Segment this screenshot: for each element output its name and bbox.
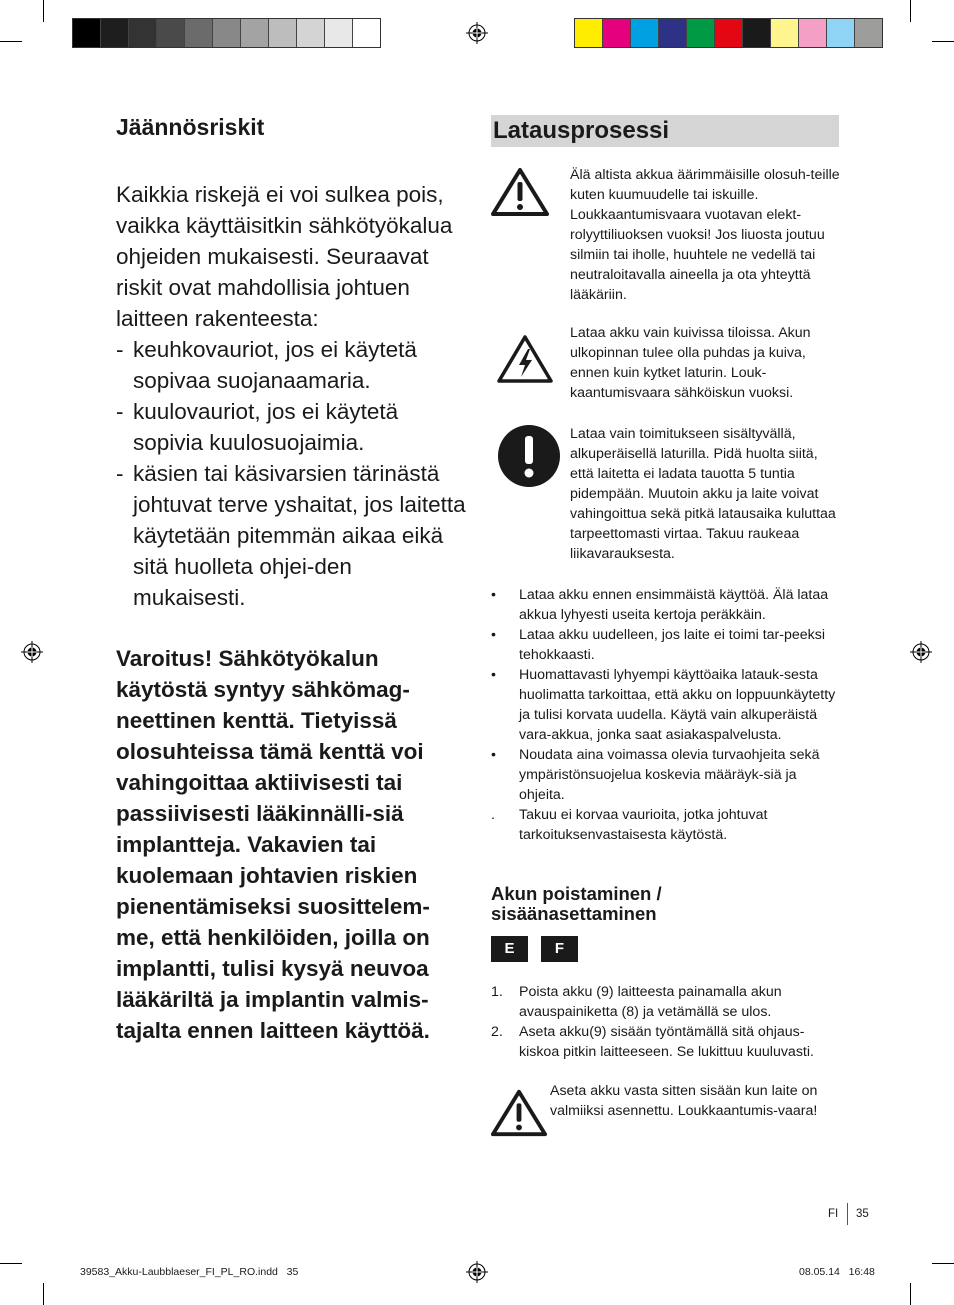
language-code: FI [828,1208,839,1220]
crop-mark [910,1283,911,1305]
crop-mark [43,1283,44,1305]
list-item: • Huomattavasti lyhyempi käyttöaika latauk-sesta huolimatta tarkoittaa, että akku on loppuunkäytetty ja tulisi korvata uudella. Käytä vain alkuperäistä vara-akkua, jonka saat asiakaspalvelusta. [491,667,836,743]
registration-mark-icon [466,22,488,44]
section-heading: Latausprosessi [491,115,839,147]
print-date: 08.05.14 16:48 [799,1266,875,1278]
color-swatch [714,19,742,47]
list-item: • Noudata aina voimassa olevia turvaohjeita sekä ympäristönsuojelua koskevia määräyk-siä ja ohjeita. [491,747,820,803]
color-swatch [630,19,658,47]
list-item: - kuulovauriot, jos ei käytetä sopivia kuulosuojaimia. [116,396,468,458]
list-item: . Takuu ei korvaa vaurioita, jotka johtuvat tarkoituksenvastaisesta käytöstä. [491,807,768,843]
file-slug: 39583_Akku-Laubblaeser_FI_PL_RO.indd 35 [80,1266,299,1278]
steps-list [491,982,841,1062]
color-swatch [658,19,686,47]
color-swatch [324,19,352,47]
registration-mark-icon [466,1261,488,1283]
color-swatch [798,19,826,47]
color-swatch [184,19,212,47]
color-swatch [268,19,296,47]
list-item: • Lataa akku uudelleen, jos laite ei toimi tar-peeksi tehokkaasti. [491,627,825,663]
page-number: 35 [856,1208,869,1220]
color-swatch [575,19,602,47]
color-swatch [352,19,380,47]
list-item: - käsien tai käsivarsien tärinästä johtuvat terve yshaitat, jos laitetta käytetään pitemmän aikaa eikä sitä huolleta ohjei-den mukaisesti. [116,458,468,613]
charging-tips-list [491,585,839,845]
color-swatch [73,19,100,47]
section-heading: Jäännösriskit [116,114,265,140]
crop-mark [43,0,44,22]
warning-triangle-icon [491,1088,547,1138]
intro-paragraph: Kaikkia riskejä ei voi sulkea pois, vaikka käyttäisitkin sähkötyökalua ohjeiden mukaisesti. Seuraavat riskit ovat mahdollisia johtuen laitteen rakenteesta: [116,182,453,331]
note-text: Lataa akku vain kuivissa tiloissa. Akun ulkopinnan tulee olla puhdas ja kuiva, ennen kuin kytket laturin. Louk-kaantumisvaara sähköiskun vuoksi. [570,325,811,401]
list-item: • Lataa akku ennen ensimmäistä käyttöä. Älä lataa akkua lyhyesti useita kertoja peräkkäin. [491,587,829,623]
color-swatch [296,19,324,47]
crop-mark [932,1263,954,1264]
crop-mark [910,0,911,22]
charging-section [491,115,839,147]
color-swatch [602,19,630,47]
color-swatch [128,19,156,47]
mandatory-exclamation-icon [497,424,561,488]
note-text: Lataa vain toimitukseen sisältyvällä, alkuperäisellä laturilla. Pidä huolta siitä, että laitetta ei ladata tauotta 5 tuntia pidempään. Muutoin akku ja laite voivat vahingoittua sekä pitkä latausaika kuluttaa tarpeettomasti virtaa. Takuu raukeaa liikavarauksesta. [570,426,836,562]
color-swatch [854,19,882,47]
figure-tag-e: E [491,936,528,962]
list-item: 1. Poista akku (9) laitteesta painamalla akun avauspainiketta (8) ja vetämällä se ulos. [491,984,782,1020]
registration-mark-icon [910,641,932,663]
residual-risks-section [116,114,468,1046]
color-swatch [240,19,268,47]
color-swatch [826,19,854,47]
color-swatch [770,19,798,47]
registration-mark-icon [21,641,43,663]
electromagnetic-warning: Varoitus! Sähkötyökalun käytöstä syntyy sähkömag-neettinen kenttä. Tietyissä olosuhteissa tämä kenttä voi vahingoittaa aktiivisesti tai passiivisesti lääkinnälli-siä implantteja. Vakavien tai kuolemaan johtavien riskien pienentämiseksi suosittelem-me, että henkilöiden, joilla on implantti, tulisi kysyä neuvoa lääkäriltä ja implantin valmis-tajalta ennen laitteen käyttöä. [116,646,430,1043]
color-swatch [686,19,714,47]
list-item: 2. Aseta akku(9) sisään työntämällä sitä ohjaus-kiskoa pitkin laitteeseen. Se lukittuu kuuluvasti. [491,1024,814,1060]
note-text: Älä altista akkua äärimmäisille olosuh-teille kuten kuumuudelle tai iskuille. Loukkaantumisvaara vuotavan elekt-rolyyttiliuoksen vuoksi! Jos liuosta joutuu silmiin tai iholle, huuhtele ne vedellä tai neutraloitavalla aineella ja ota yhteyttä lääkäriin. [570,167,840,303]
color-calibration-bar [574,18,883,48]
color-swatch [156,19,184,47]
warning-triangle-icon [491,168,549,216]
electric-shock-triangle-icon [497,335,553,383]
crop-mark [932,41,954,42]
grayscale-calibration-bar [72,18,381,48]
color-swatch [742,19,770,47]
note-text: Aseta akku vasta sitten sisään kun laite on valmiiksi asennettu. Loukkaantumis-vaara! [550,1083,818,1119]
list-item: - keuhkovauriot, jos ei käytetä sopivaa suojanaamaria. [116,334,468,396]
color-swatch [212,19,240,47]
figure-tag-f: F [541,936,578,962]
battery-removal-heading: Akun poistaminen / sisäänasettaminen [491,883,662,924]
risk-list [116,334,468,613]
color-swatch [100,19,128,47]
footer-divider [847,1203,848,1225]
crop-mark [0,1263,22,1264]
crop-mark [0,41,22,42]
